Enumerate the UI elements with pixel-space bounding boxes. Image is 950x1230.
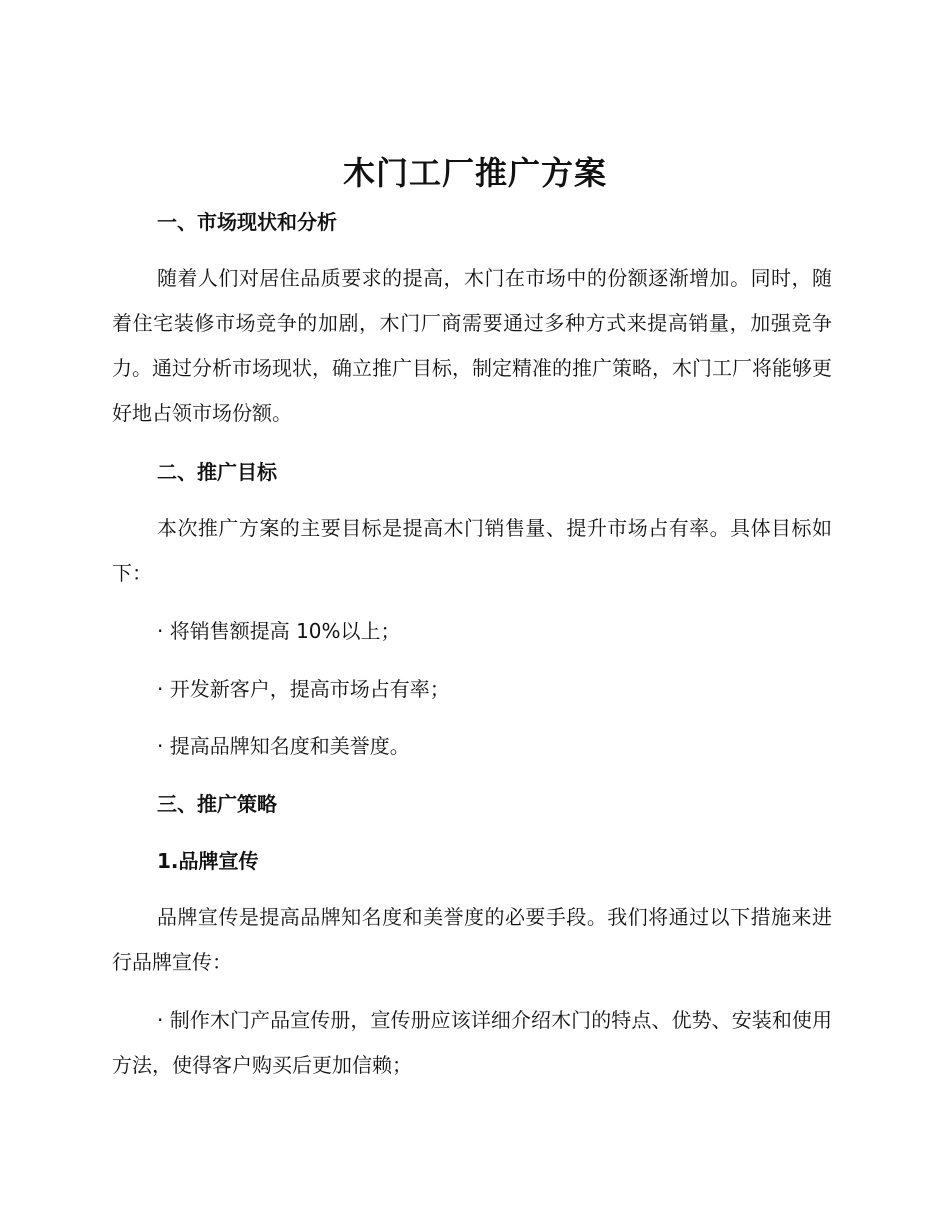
paragraph-goals: 本次推广方案的主要目标是提高木门销售量、提升市场占有率。具体目标如下： — [112, 516, 832, 585]
list-item-goal-customers: · 开发新客户，提高市场占有率； — [157, 677, 450, 701]
paragraph-market-analysis: 随着人们对居住品质要求的提高，木门在市场中的份额逐渐增加。同时，随着住宅装修市场竞争的加剧，木门厂商需要通过多种方式来提高销量，加强竞争力。通过分析市场现状，确立推广目标，制定精准的推广策略，木门工厂将能够更好地占领市场份额。 — [112, 266, 832, 425]
section-heading-goals: 二、推广目标 — [157, 460, 277, 484]
list-item-goal-brand: · 提高品牌知名度和美誉度。 — [157, 734, 410, 758]
list-item-goal-sales: · 将销售额提高 10%以上； — [157, 619, 401, 643]
document-title: 木门工厂推广方案 — [342, 154, 607, 192]
section-heading-market: 一、市场现状和分析 — [157, 210, 337, 234]
subsection-heading-brand-promotion: 1.品牌宣传 — [157, 849, 259, 873]
section-heading-strategy: 三、推广策略 — [157, 792, 277, 816]
paragraph-brand-promotion: 品牌宣传是提高品牌知名度和美誉度的必要手段。我们将通过以下措施来进行品牌宣传： — [112, 905, 832, 974]
list-item-brochure: · 制作木门产品宣传册，宣传册应该详细介绍木门的特点、优势、安装和使用方法，使得客户购买后更加信赖； — [112, 1008, 832, 1077]
